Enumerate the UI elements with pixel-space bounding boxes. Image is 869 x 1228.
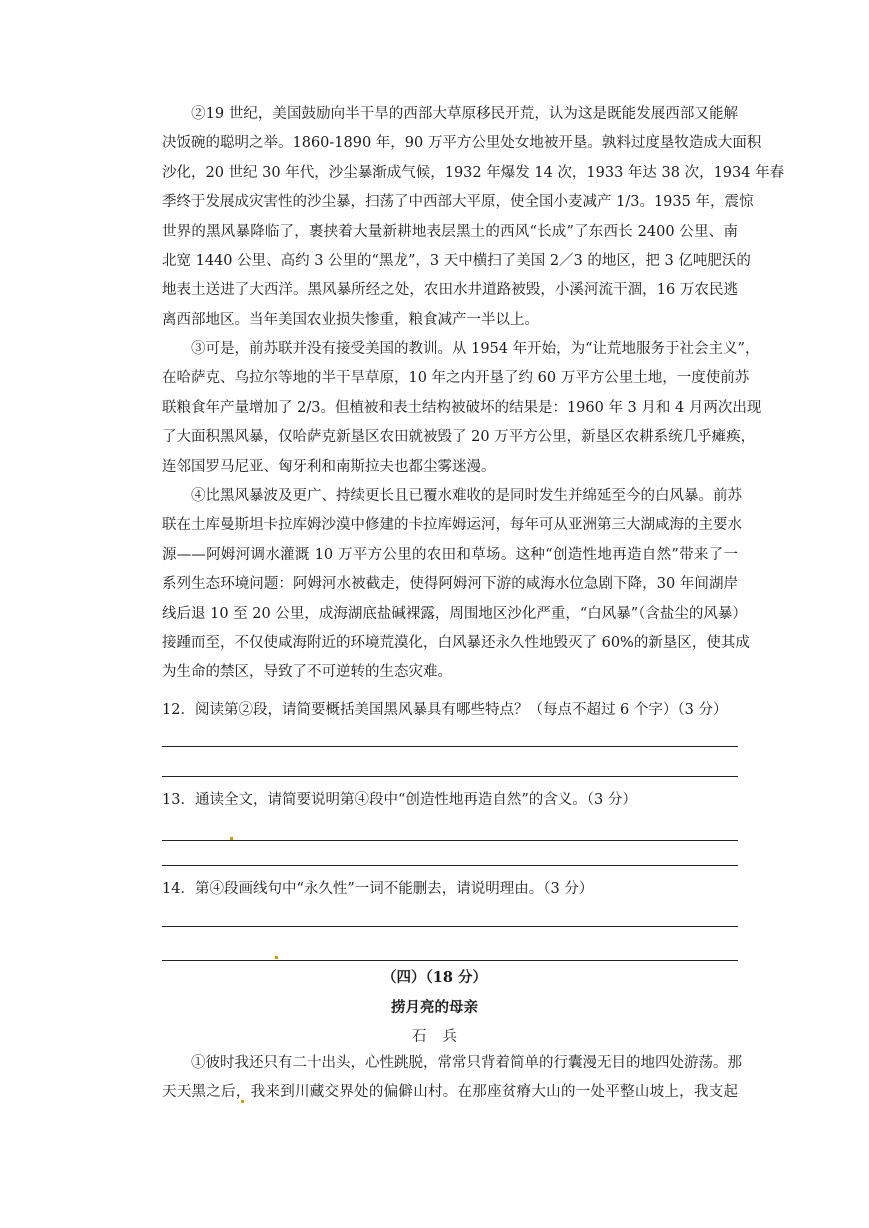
text-line: ①彼时我还只有二十出头，心性跳脱，常常只背着简单的行囊漫无目的地四处游荡。那: [162, 1055, 742, 1071]
text-line: 在哈萨克、乌拉尔等地的半干旱草原，10 年之内开垦了约 60 万平方公里土地，一度使前苏: [162, 370, 750, 387]
paragraph-4: [162, 482, 750, 688]
stray-mark: [230, 837, 233, 840]
text-line: 线后退 10 至 20 公里，成海湖底盐碱裸露，周围地区沙化严重，“白风暴”（含盐尘的风暴）: [162, 605, 747, 622]
text-line: 季终于发展成灾害性的沙尘暴，扫荡了中西部大平原，使全国小麦减产 1/3。1935 年，震惊: [162, 194, 754, 211]
text-line: 决饭碗的聪明之举。1860-1890 年，90 万平方公里处女地被开垦。孰料过度垦牧造成大面积: [162, 135, 762, 152]
answer-line[interactable]: [162, 960, 738, 961]
story-author: 石兵: [412, 1029, 473, 1045]
text-line: 天天黑之后，我来到川藏交界处的偏僻山村。在那座贫瘠大山的一处平整山坡上，我支起: [162, 1084, 738, 1101]
text-line: 地表土送进了大西洋。黑风暴所经之处，农田水井道路被毁，小溪河流干涸，16 万农民逃: [162, 282, 738, 299]
text-line: 联粮食年产量增加了 2/3。但植被和表土结构被破坏的结果是：1960 年 3 月和 4 月两次出现: [162, 399, 762, 416]
text-line: 联在土库曼斯坦卡拉库姆沙漠中修建的卡拉库姆运河，每年可从亚洲第三大湖咸海的主要水: [162, 517, 742, 534]
text-line: ④比黑风暴波及更广、持续更长且已覆水难收的是同时发生并绵延至今的白风暴。前苏: [162, 488, 742, 504]
answer-line[interactable]: [162, 776, 738, 777]
text-line: 沙化，20 世纪 30 年代，沙尘暴渐成气候，1932 年爆发 14 次，1933 年达 38 次，1934 年春: [162, 164, 785, 181]
text-line: 源——阿姆河调水灌溉 10 万平方公里的农田和草场。这种“创造性地再造自然”带来了一: [162, 546, 738, 563]
text-line: 系列生态环境问题：阿姆河水被截走，使得阿姆河下游的咸海水位急剧下降，30 年间湖岸: [162, 576, 738, 593]
text-line: 为生命的禁区，导致了不可逆转的生态灾难。: [162, 664, 452, 681]
story-title: 捞月亮的母亲: [391, 999, 478, 1016]
text-line: ③可是，前苏联并没有接受美国的教训。从 1954 年开始，为“让荒地服务于社会主义”，: [162, 341, 760, 357]
text-line: 接踵而至，不仅使咸海附近的环境荒漠化，白风暴还永久性地毁灭了 60%的新垦区，使其成: [162, 635, 750, 652]
text-line: 北宽 1440 公里、高约 3 公里的“黑龙”，3 天中横扫了美国 2／3 的地区，把 3 亿吨肥沃的: [162, 253, 751, 270]
section-heading: （四）（18 分）: [382, 969, 487, 986]
answer-line[interactable]: [162, 746, 738, 747]
answer-line[interactable]: [162, 840, 738, 841]
paragraph-2: [162, 100, 785, 335]
text-line: 连邻国罗马尼亚、匈牙利和南斯拉夫也都尘雾迷漫。: [162, 458, 496, 475]
text-line: 了大面积黑风暴，仅哈萨克新垦区农田就被毁了 20 万平方公里，新垦区农耕系统几乎瘫痪，: [162, 429, 756, 446]
text-line: ②19 世纪，美国鼓励向半干旱的西部大草原移民开荒，认为这是既能发展西部又能解: [162, 106, 738, 122]
answer-line[interactable]: [162, 926, 738, 927]
question-14: 14．第④段画线句中“永久性”一词不能删去，请说明理由。（3 分）: [162, 881, 594, 897]
story-paragraph-1: [162, 1049, 742, 1108]
paragraph-3: [162, 335, 762, 482]
question-12: 12．阅读第②段，请简要概括美国黑风暴具有哪些特点？（每点不超过 6 个字）（3 分）: [162, 702, 728, 718]
stray-mark: [275, 956, 278, 959]
text-line: 世界的黑风暴降临了，裹挟着大量新耕地表层黑土的西风“长成”了东西长 2400 公里、南: [162, 223, 738, 240]
answer-line[interactable]: [162, 865, 738, 866]
question-13: 13．通读全文，请简要说明第④段中“创造性地再造自然”的含义。（3 分）: [162, 792, 637, 808]
text-line: 离西部地区。当年美国农业损失惨重，粮食减产一半以上。: [162, 311, 539, 328]
stray-mark: [241, 1100, 244, 1103]
